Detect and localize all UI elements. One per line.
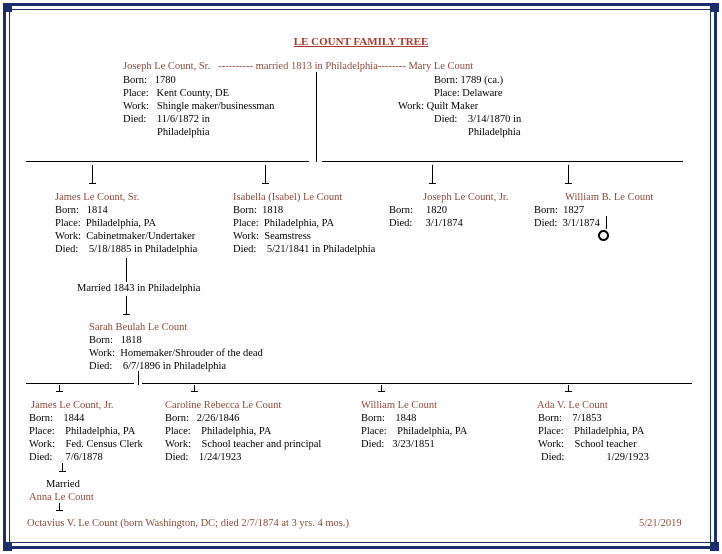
mother-work: Work: Quilt Maker (398, 101, 479, 112)
child-drop-tee (262, 183, 269, 184)
grandchild-died: Died: 1/29/1923 (541, 452, 649, 463)
father-place: Place: Kent County, DE (123, 88, 230, 99)
grandchild-drop-tee (56, 391, 63, 392)
mother-died-place: Philadelphia (468, 127, 521, 138)
grandchild-died: Died: 1/24/1923 (165, 452, 242, 463)
marriage-note: Married 1843 in Philadelphia (77, 283, 201, 294)
child-name: Isabella (Isabel) Le Count (233, 192, 343, 203)
child-name: Joseph Le Count, Jr. (423, 192, 509, 203)
child-born: Born: 1820 (389, 205, 448, 216)
parents-couple-line: Joseph Le Count, Sr. ---------- married 1813 in Philadelphia-------- Mary Le Count (123, 61, 474, 72)
corner-ornament (710, 542, 719, 551)
father-died: Died: 11/6/1872 in (123, 114, 210, 125)
child-name: James Le Count, Sr. (55, 192, 140, 203)
james-jr-spouse-tee (56, 510, 63, 511)
child-name: William B. Le Count (565, 192, 654, 203)
grandchild-work: Work: School teacher and principal (165, 439, 322, 450)
marriage-connector (126, 296, 127, 314)
child-born: Born: 1814 (55, 205, 108, 216)
james-jr-marriage-connector (62, 463, 63, 471)
james-jr-spouse: Anna Le Count (29, 492, 94, 503)
grandchild-born: Born: 1844 (29, 413, 85, 424)
grandchild-born: Born: 7/1853 (538, 413, 602, 424)
grandchildren-connector (138, 371, 139, 385)
child-drop-line (432, 165, 433, 183)
father-died-place: Philadelphia (157, 127, 210, 138)
child-born: Born: 1818 (233, 205, 284, 216)
grandchildren-line-right (142, 383, 692, 384)
grandchild-work: Work: School teacher (538, 439, 637, 450)
document-title: LE COUNT FAMILY TREE (293, 36, 429, 48)
father-born: Born: 1780 (123, 75, 176, 86)
mother-died: Died: 3/14/1870 in (434, 114, 522, 125)
corner-ornament (3, 542, 12, 551)
grandchild-place: Place: Philadelphia, PA (538, 426, 645, 437)
child-drop-line (568, 165, 569, 183)
spouse-born: Born: 1818 (89, 335, 142, 346)
child-drop-tee (89, 183, 96, 184)
grandchild-died: Died: 3/23/1851 (361, 439, 435, 450)
footer-date: 5/21/2019 (639, 518, 682, 529)
grandchild-name: Caroline Rebecca Le Count (165, 400, 282, 411)
grandchild-place: Place: Philadelphia, PA (165, 426, 272, 437)
child-died: Died: 5/21/1841 in Philadelphia (233, 244, 376, 255)
child-work: Work: Seamstress (233, 231, 311, 242)
james-jr-marriage-tee (59, 471, 66, 472)
child-work: Work: Cabinetmaker/Undertaker (55, 231, 196, 242)
child-born: Born: 1827 (534, 205, 585, 216)
grandchild-died: Died: 7/6/1878 (29, 452, 103, 463)
children-line-left (26, 161, 309, 162)
grandchild-work: Work: Fed. Census Clerk (29, 439, 143, 450)
grandchild-drop-tee (191, 391, 198, 392)
mouse-cursor-ring (598, 230, 609, 241)
grandchild-place: Place: Philadelphia, PA (29, 426, 136, 437)
corner-ornament (710, 3, 719, 12)
footer-note: Octavius V. Le Count (born Washington, DC; died 2/7/1874 at 3 yrs. 4 mos.) (27, 518, 350, 529)
father-work: Work: Shingle maker/businessman (123, 101, 275, 112)
marriage-tee (123, 314, 130, 315)
grandchild-drop-tee (565, 391, 572, 392)
grandchild-born: Born: 1848 (361, 413, 417, 424)
children-line-right (322, 161, 683, 162)
spouse-work: Work: Homemaker/Shrouder of the dead (89, 348, 263, 359)
mother-born: Born: 1789 (ca.) (434, 75, 504, 86)
text-cursor (606, 216, 607, 229)
grandchild-name: William Le Count (361, 400, 437, 411)
grandchildren-line-left (26, 383, 134, 384)
grandchild-born: Born: 2/26/1846 (165, 413, 240, 424)
marriage-connector (126, 258, 127, 282)
child-place: Place: Philadelphia, PA (55, 218, 157, 229)
child-died: Died: 3/1/1874 (534, 218, 600, 229)
grandchild-drop-tee (378, 391, 385, 392)
child-drop-tee (565, 183, 572, 184)
parents-connector (316, 72, 317, 162)
mother-place: Place: Delaware (434, 88, 503, 99)
grandchild-name: Ada V. Le Count (537, 400, 608, 411)
corner-ornament (3, 3, 12, 12)
child-died: Died: 5/18/1885 in Philadelphia (55, 244, 198, 255)
spouse-died: Died: 6/7/1896 in Philadelphia (89, 361, 227, 372)
spouse-name: Sarah Beulah Le Count (89, 322, 188, 333)
child-drop-line (265, 165, 266, 183)
child-drop-tee (429, 183, 436, 184)
child-place: Place: Philadelphia, PA (233, 218, 335, 229)
james-jr-married: Married (46, 479, 80, 490)
grandchild-name: James Le Count, Jr. (31, 400, 114, 411)
child-drop-line (92, 165, 93, 183)
james-jr-spouse-connector (59, 503, 60, 510)
child-died: Died: 3/1/1874 (389, 218, 463, 229)
grandchild-place: Place: Philadelphia, PA (361, 426, 468, 437)
